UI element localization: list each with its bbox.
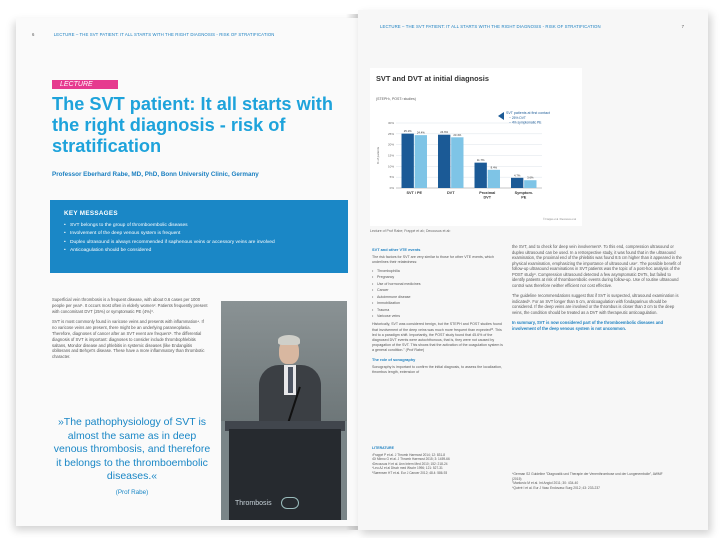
section-heading: The role of sonography xyxy=(372,356,416,362)
key-message: • SVT belongs to the group of thromboembolic diseases xyxy=(64,223,334,229)
reference: ⁸Quéré I et al. Eur J Vasc Endovasc Surg 2012; 43: 233-237 xyxy=(512,485,601,490)
left-page xyxy=(16,18,358,526)
brand-logo-icon xyxy=(281,497,299,509)
quote-text: »The pathophysiology of SVT is almost the same as in deep venous thrombosis, and therefore it belongs to the thromboembolic diseases.« xyxy=(53,416,211,482)
chart-caption: Lecture of Prof Rabe; Frappé et al¹; Decousus et al² xyxy=(370,229,451,233)
reference: ⁶German S2 Guideline "Diagnostik und Therapie der Venenthrombose und der Lungenembolie", AWMF (2015) xyxy=(512,472,663,481)
summary-paragraph: In summary, SVT is now considered part of the thromboembolic diseases and involvement of the deep venous system is not uncommon. xyxy=(512,320,663,331)
bar xyxy=(488,170,500,188)
page-number-right: 7 xyxy=(681,24,684,29)
chart-panel xyxy=(370,68,582,226)
body-paragraph: Sonography is important to confirm the initial diagnosis, to assess the localization, thrombus length, extension of xyxy=(372,364,503,374)
section-heading: SVT and other VTE events xyxy=(372,247,421,252)
bar-value-label: 25.1% xyxy=(403,129,412,134)
bar xyxy=(475,163,487,188)
chart-title: SVT and DVT at initial diagnosis xyxy=(376,74,489,83)
risk-factor: • Use of hormonal medicines xyxy=(372,282,504,287)
bar xyxy=(451,137,463,188)
x-tick-label: Symptom. xyxy=(514,191,533,195)
bar-value-label: 24.6% xyxy=(440,130,449,135)
risk-factor: • Pregnancy xyxy=(372,275,504,280)
author-line: Professor Eberhard Rabe, MD, PhD, Bonn University Clinic, Germany xyxy=(52,171,259,178)
bar xyxy=(415,135,427,188)
reference-list-2 xyxy=(512,472,672,490)
bar xyxy=(402,134,414,188)
risk-factor: • Cancer xyxy=(372,288,504,293)
chart-footnote: © Frappé et al / Decousus et al xyxy=(543,218,576,221)
risk-factor: • Varicose veins xyxy=(372,314,504,319)
bar-value-label: 23.4% xyxy=(453,132,462,137)
risk-factor: • Trauma xyxy=(372,308,504,313)
key-messages-box xyxy=(50,200,348,273)
bar-value-label: 8.4% xyxy=(490,165,498,170)
x-tick-label: SVT / PE xyxy=(406,191,423,195)
key-message: • Involvement of the deep venous system is frequent xyxy=(64,231,334,237)
intro-paragraph: The risk factors for SVT are very similar to those for other VTE events, which underlines their relatedness: xyxy=(372,255,494,265)
article-title: The SVT patient: It all starts with the right diagnosis - risk of stratification xyxy=(52,94,333,156)
x-tick-label: DVT xyxy=(446,191,455,195)
pull-quote xyxy=(52,416,212,499)
risk-factor: • Immobilization xyxy=(372,301,504,306)
bar-value-label: 11.7% xyxy=(476,158,485,163)
left-body-text xyxy=(52,297,209,365)
legend-arrow-icon xyxy=(498,112,504,120)
body-paragraph: The guideline recommendations suggest that if SVT is suspected, ultrasound examination is indicated⁶. For an SVT longer than 5 cm, anticoagulation with fondaparinux should be considered. If the deep veins are involved or the thrombus is closer than 3 cm to the deep veins, the condition should be treated as a DVT with therapeutic anticoagulation. xyxy=(512,293,679,315)
bar-chart xyxy=(370,68,582,226)
risk-factor-list xyxy=(372,269,504,320)
y-tick-label: 10% xyxy=(387,164,394,169)
bar-value-label: 4.7% xyxy=(513,173,521,178)
body-paragraph: Historically, SVT was considered benign, but the STEPH and POST studies found that involvement of the deep veins was much more frequent than expected²³. This led to a paradigm shift. Importantly, the POST study found that 45.6% of the diagnosed DVT events were autochthonous, that is, they were not caused by propagation of the SVT. This shows that the activation of the coagulation system is a general condition." (Prof Rabe) xyxy=(372,322,503,353)
reference: ⁴Leu AJ et al Dtsch med Wschr 1996; 121: 527-31 xyxy=(372,466,443,471)
speaker-photo xyxy=(221,301,347,520)
body-paragraph: SVT is most commonly found in varicose veins and presents with inflammation⁴. If no varicose veins are present, there might be an underlying paraneoplasia. Therefore, diagnoses of cancer after an SVT event are frequent⁵. The differential diagnosis of SVT is important: diagnoses to consider include thrombophlebitis saltans, Mondor disease and phlebitis in systemic diseases (like Endangiitis obliterans and Behçet's disease. These have a more inflammatory than thrombotic character. xyxy=(52,319,205,360)
reference: ²Di Minno G et al. J Thromb Haemost 2015; 3: 1459-66 xyxy=(372,457,450,462)
body-paragraph: Superficial vein thrombosis is a frequent disease, with about 0.6 cases per 1000 people per year¹. It occurs most often in elderly women². Patients frequently present with concomitant DVT (25%) or symptomatic PE (4%)³. xyxy=(52,297,208,314)
body-paragraph: the SVT, and to check for deep vein involvement⁶. To this end, compression ultrasound or duplex ultrasound can be used. In a retrospective study, it was found that in the ultrasound examination, the proximal end of the phlebitis was found 8.5 cm higher than it appeared in the physical examination, emphasizing the importance of ultrasound use⁷. The possible benefit of follow-up ultrasound examinations in SVT patients was the topic of a post-hoc analysis of the POST study⁸. Compression ultrasound detected a few asymptomatic DVTs, but failed to identify patients at risk of thromboembolic events during follow-up. Use of routine ultrasound control was therefore neither efficient nor cost effective. xyxy=(512,244,682,288)
reference: ¹Frappé P et al. J Thromb Haemost 2014; 12: 831-8 xyxy=(372,452,446,457)
podium-brand: Thrombosis xyxy=(235,500,272,507)
quote-credit: (Prof Rabe) xyxy=(115,488,149,496)
y-tick-label: 20% xyxy=(387,142,394,147)
x-tick-label: PE xyxy=(521,195,527,200)
y-tick-label: 15% xyxy=(387,153,394,158)
right-column-1 xyxy=(372,244,504,378)
y-tick-label: 0% xyxy=(389,186,394,190)
literature-heading: LITERATURE xyxy=(372,446,394,450)
x-tick-label: Proximal xyxy=(479,191,496,195)
risk-factor: • Thrombophilia xyxy=(372,269,504,274)
key-messages-heading: KEY MESSAGES xyxy=(64,210,118,217)
bar-value-label: 24.4% xyxy=(416,130,425,135)
running-header-right: LECTURE – THE SVT PATIENT: IT ALL STARTS WITH THE RIGHT DIAGNOSIS - RISK OF STRATIFICATION xyxy=(380,24,601,29)
lecture-tag: LECTURE xyxy=(52,80,118,89)
risk-factor: • Autoimmune disease xyxy=(372,295,504,300)
key-message: • Anticoagulation should be considered xyxy=(64,248,334,254)
reference: ⁷Markovic M et al. Int Angiol 2011; 30: 434-40 xyxy=(512,481,579,486)
legend-title: SVT patients at first contact xyxy=(506,111,550,115)
x-tick-label: DVT xyxy=(483,195,492,200)
page-number-left: 6 xyxy=(32,32,35,37)
chart-subtitle: (STEPH¹, POST² studies) xyxy=(376,97,416,101)
header-text-left: LECTURE – THE SVT PATIENT: IT ALL STARTS WITH THE RIGHT DIAGNOSIS - RISK OF STRATIFICATION xyxy=(53,32,275,37)
legend-item: ~ 4% symptomatic PE xyxy=(509,120,542,125)
running-header-left xyxy=(32,32,275,37)
literature-list xyxy=(372,446,502,476)
legend-item: ~ 25% DVT xyxy=(509,116,526,120)
reference: ⁵Sørensen HT et al. Eur J Cancer 2012; 48.4: 586-93 xyxy=(372,470,448,475)
y-tick-label: 30% xyxy=(387,121,394,125)
bar-value-label: 3.6% xyxy=(527,175,534,180)
bar xyxy=(511,178,523,188)
key-messages-list xyxy=(64,223,334,257)
right-column-2 xyxy=(512,244,682,336)
bar xyxy=(524,180,536,188)
y-tick-label: 5% xyxy=(389,175,394,180)
bar xyxy=(438,135,450,188)
key-message: • Duplex ultrasound is always recommended if saphenous veins or accessory veins are involved xyxy=(64,240,334,246)
y-tick-label: 25% xyxy=(387,131,394,136)
right-page xyxy=(358,10,708,530)
reference: ³Decousus H et al. Ann Intern Med 2010; 152: 218-24 xyxy=(372,461,448,466)
y-axis-label: % of patients xyxy=(376,146,380,165)
